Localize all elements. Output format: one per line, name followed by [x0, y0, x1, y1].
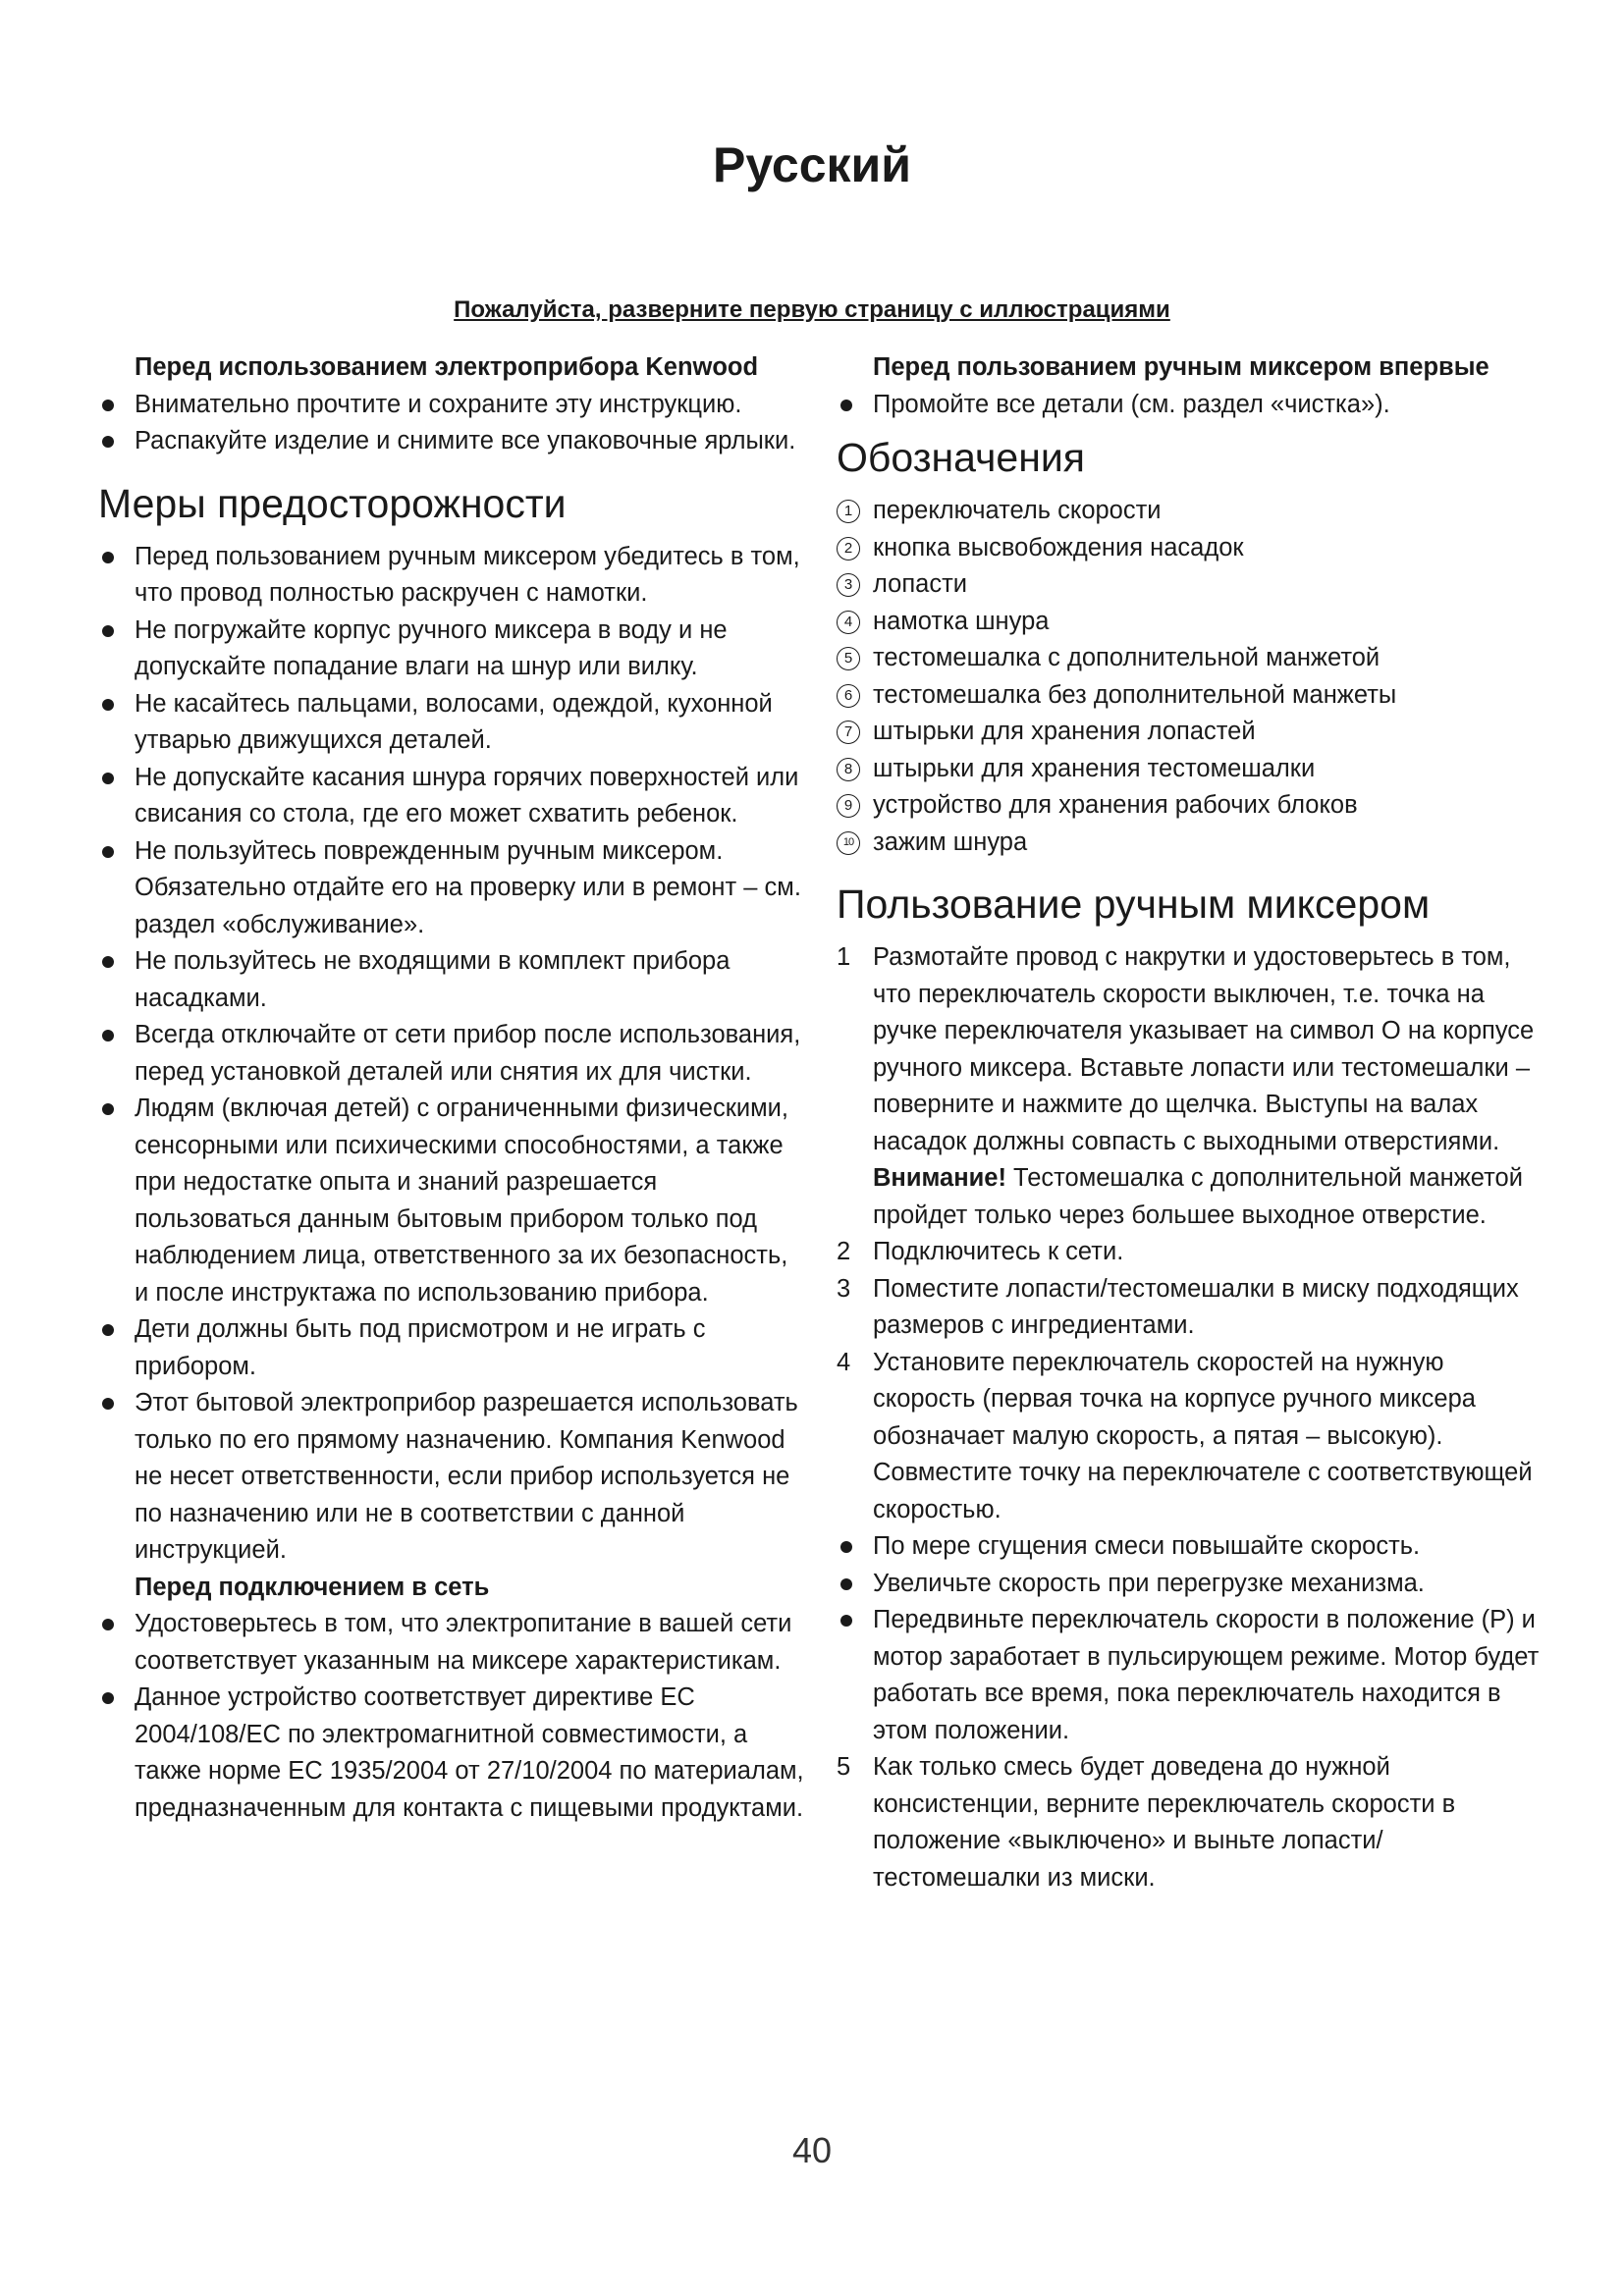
circled-number: 9 — [837, 794, 860, 818]
legend-text: устройство для хранения рабочих блоков — [873, 791, 1358, 820]
legend-item — [837, 493, 1540, 530]
legend-text: переключатель скорости — [873, 497, 1162, 525]
first-use-heading: Перед пользованием ручным миксером впервые — [873, 353, 1489, 381]
warning-text: Тестомешалка с дополнительной манжетой пройдет только через большее выходное отверстие. — [873, 1164, 1523, 1229]
list-item: Дети должны быть под присмотром и не играть с прибором. — [98, 1311, 805, 1385]
list-item: Внимательно прочтите и сохраните эту инструкцию. — [98, 387, 805, 424]
list-item: Распакуйте изделие и снимите все упаковочные ярлыки. — [98, 423, 805, 460]
legend-item — [837, 751, 1540, 788]
left-column — [98, 349, 805, 1827]
circled-number: 5 — [837, 647, 860, 670]
before-use-heading: Перед использованием электроприбора Kenwood — [135, 353, 759, 381]
usage-steps-continued — [837, 1749, 1540, 1896]
usage-steps — [837, 939, 1540, 1528]
legend-heading: Обозначения — [837, 435, 1085, 480]
list-item: Не касайтесь пальцами, волосами, одеждой, кухонной утварью движущихся деталей. — [98, 686, 805, 760]
list-item: Данное устройство соответствует директиве ЕС 2004/108/ЕС по электромагнитной совместимости, а также норме ЕС 1935/2004 от 27/10/2004 по материалам, предназначенным для контакта с пищевыми продуктами. — [98, 1680, 805, 1827]
circled-number: 3 — [837, 573, 860, 597]
list-item: Не погружайте корпус ручного миксера в воду и не допускайте попадание влаги на шнур или вилку. — [98, 613, 805, 686]
step-text: Как только смесь будет доведена до нужной консистенции, верните переключатель скорости в положение «выключено» и выньте лопасти/тестомешалки из миски. — [873, 1753, 1456, 1892]
legend-text: зажим шнура — [873, 828, 1028, 856]
circled-number: 8 — [837, 758, 860, 781]
legend-text: тестомешалка без дополнительной манжеты — [873, 680, 1397, 709]
step-number: 2 — [837, 1238, 851, 1266]
circled-number: 4 — [837, 611, 860, 634]
step-number: 3 — [837, 1274, 851, 1303]
legend-list — [837, 493, 1540, 861]
illustrations-note: Пожалуйста, разверните первую страницу с иллюстрациями — [454, 296, 1170, 323]
step-item — [837, 1749, 1540, 1896]
page-title: Русский — [712, 137, 912, 192]
list-item: Не пользуйтесь не входящими в комплект прибора насадками. — [98, 943, 805, 1017]
warning-label: Внимание! — [873, 1164, 1006, 1193]
list-item: Передвиньте переключатель скорости в положение (P) и мотор заработает в пульсирующем режиме. Мотор будет работать все время, пока переключатель находится в этом положении. — [837, 1602, 1540, 1749]
legend-text: лопасти — [873, 570, 968, 599]
list-item: По мере сгущения смеси повышайте скорость. — [837, 1528, 1540, 1566]
step-item — [837, 1345, 1540, 1529]
circled-number: 2 — [837, 537, 860, 561]
legend-text: кнопка высвобождения насадок — [873, 533, 1244, 561]
step-item — [837, 1234, 1540, 1271]
legend-item — [837, 787, 1540, 825]
list-item: Перед пользованием ручным миксером убедитесь в том, что провод полностью раскручен с намотки. — [98, 539, 805, 613]
connect-heading: Перед подключением в сеть — [135, 1573, 490, 1601]
legend-item — [837, 677, 1540, 715]
step-text: Установите переключатель скоростей на нужную скорость (первая точка на корпусе ручного миксера обозначает малую скорость, а пятая – высокую). Совместите точку на переключателе с соответствующей скоростью. — [873, 1348, 1533, 1523]
step-item — [837, 939, 1540, 1234]
legend-text: штырьки для хранения лопастей — [873, 718, 1256, 746]
legend-item — [837, 530, 1540, 567]
first-use-list — [837, 387, 1540, 424]
step-item — [837, 1271, 1540, 1345]
list-item: Не допускайте касания шнура горячих поверхностей или свисания со стола, где его может схватить ребенок. — [98, 760, 805, 833]
legend-text: штырьки для хранения тестомешалки — [873, 754, 1316, 782]
step-number: 5 — [837, 1753, 851, 1782]
legend-item — [837, 714, 1540, 751]
list-item: Промойте все детали (см. раздел «чистка»). — [837, 387, 1540, 424]
step-number: 1 — [837, 943, 851, 972]
before-use-list — [98, 387, 805, 460]
step-number: 4 — [837, 1348, 851, 1376]
safety-heading: Меры предосторожности — [98, 480, 567, 526]
list-item: Удостоверьтесь в том, что электропитание в вашей сети соответствует указанным на миксере характеристикам. — [98, 1606, 805, 1680]
right-column — [837, 349, 1540, 1896]
list-item: Людям (включая детей) с ограниченными физическими, сенсорными или психическими способностями, а также при недостатке опыта и знаний разрешается пользоваться данным бытовым прибором только под наблюдением лица, ответственного за их безопасность, и после инструктажа по использованию прибора. — [98, 1091, 805, 1311]
legend-text: тестомешалка с дополнительной манжетой — [873, 644, 1380, 672]
speed-tips-list — [837, 1528, 1540, 1749]
warning-note — [873, 1160, 1540, 1234]
page-number: 40 — [791, 2130, 833, 2170]
connect-list — [98, 1606, 805, 1827]
circled-number: 7 — [837, 721, 860, 744]
list-item: Увеличьте скорость при перегрузке механизма. — [837, 1566, 1540, 1603]
circled-number: 1 — [837, 500, 860, 523]
list-item: Всегда отключайте от сети прибор после использования, перед установкой деталей или снятия их для чистки. — [98, 1017, 805, 1091]
legend-item — [837, 640, 1540, 677]
list-item: Этот бытовой электроприбор разрешается использовать только по его прямому назначению. Компания Kenwood не несет ответственности, если прибор используется не по назначению или не в соответствии с данной инструкцией. — [98, 1385, 805, 1570]
safety-list — [98, 539, 805, 1570]
legend-item — [837, 825, 1540, 862]
step-text: Поместите лопасти/тестомешалки в миску подходящих размеров с ингредиентами. — [873, 1274, 1519, 1340]
legend-text: намотка шнура — [873, 607, 1050, 635]
step-text: Подключитесь к сети. — [873, 1238, 1124, 1266]
legend-item — [837, 566, 1540, 604]
legend-item — [837, 604, 1540, 641]
list-item: Не пользуйтесь поврежденным ручным миксером. Обязательно отдайте его на проверку или в ремонт – см. раздел «обслуживание». — [98, 833, 805, 944]
usage-heading: Пользование ручным миксером — [837, 881, 1431, 928]
step-text: Размотайте провод с накрутки и удостоверьтесь в том, что переключатель скорости выключен, т.е. точка на ручке переключателя указывает на символ О на корпусе ручного миксера. Вставьте лопасти или тестомешалки – поверните и нажмите до щелчка. Выступы на валах насадок должны совпасть с выходными отверстиями. — [873, 943, 1535, 1155]
circled-number: 6 — [837, 684, 860, 708]
circled-number: 10 — [837, 831, 860, 855]
